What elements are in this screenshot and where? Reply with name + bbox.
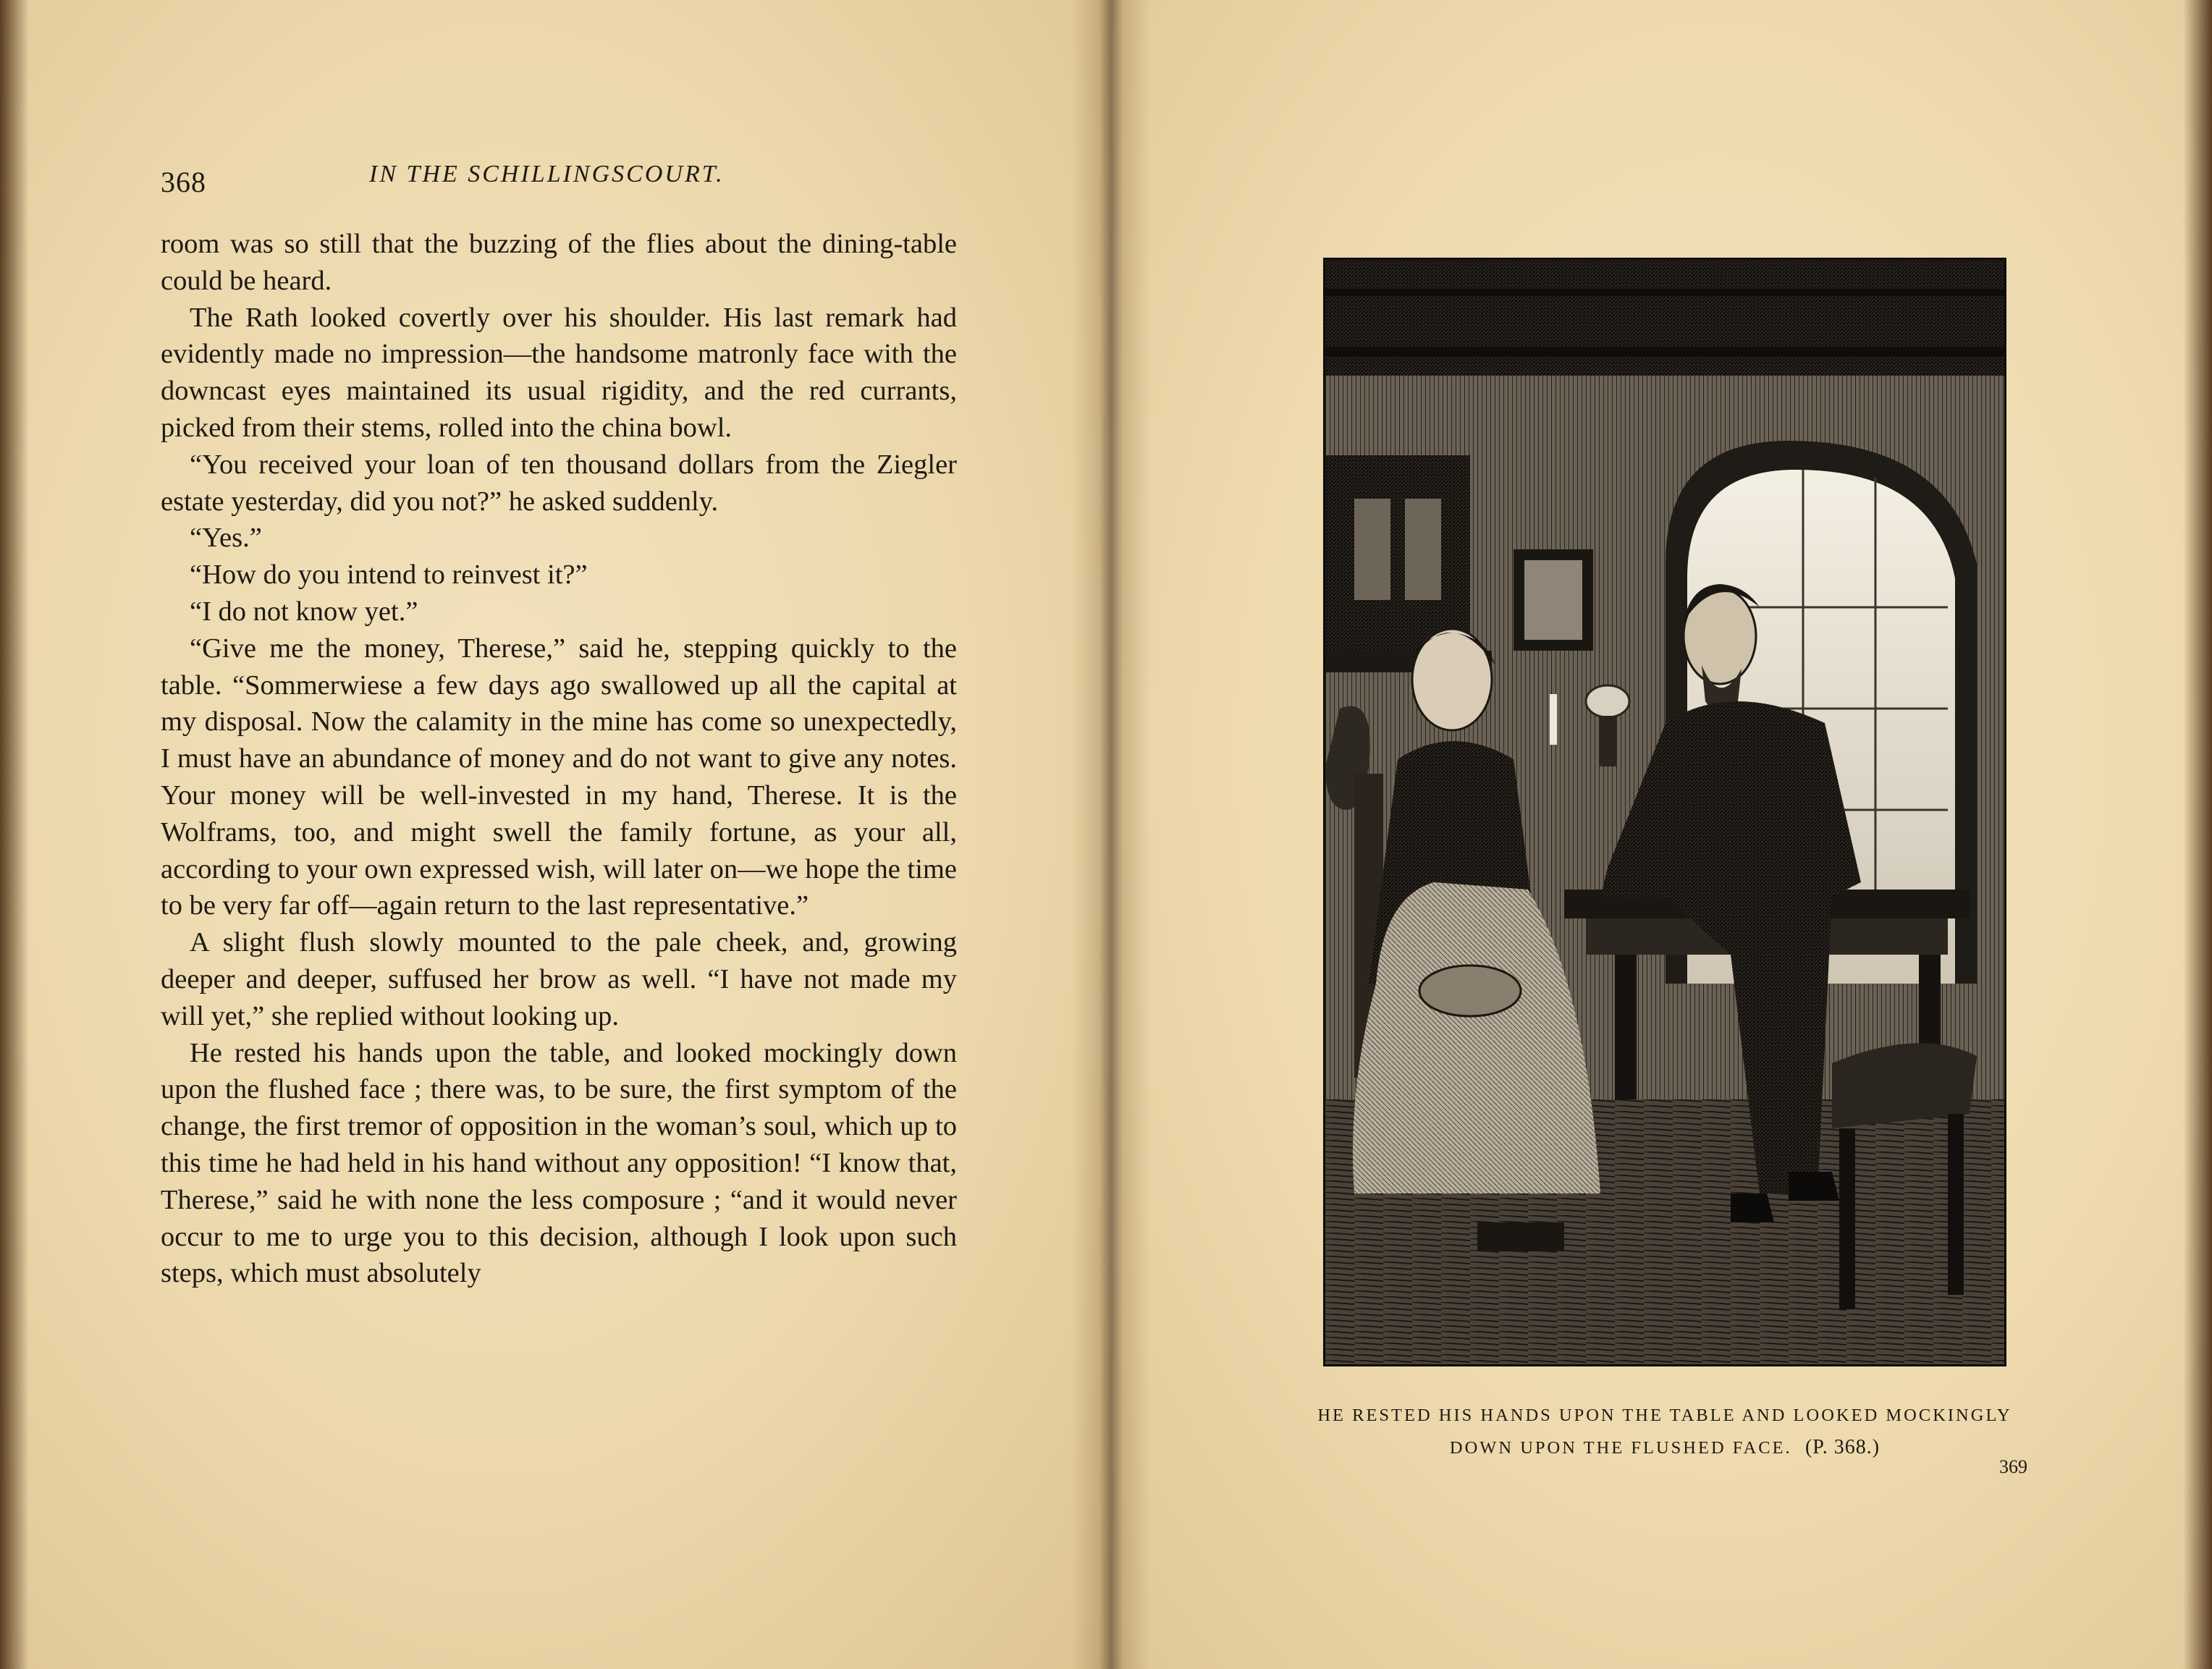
page-edge-shadow xyxy=(2183,0,2212,1669)
page-number: 368 xyxy=(161,166,206,198)
paragraph: The Rath looked covertly over his shoulder. His last remark had evidently made no impression—the handsome matronly face with the downcast eyes maintained its usual rigidity, and the red currants, picked from their stems, rolled into the china bowl. xyxy=(161,302,957,443)
paragraph: room was so still that the buzzing of the flies about the dining-table could be heard. xyxy=(161,229,957,296)
engraving-illustration xyxy=(1323,258,2006,1366)
paragraph: He rested his hands upon the table, and looked mockingly down upon the flushed face ; there was, to be sure, the first symptom of the change, the first tremor of opposition in the woman’s soul, which up to this time he had held in his hand without any opposition! “I know that, Therese,” said he with none the less composure ; “and it would never occur to me to urge you to this decision, although I look upon such steps, which must absolutely xyxy=(161,1037,957,1289)
bowl xyxy=(1419,966,1521,1016)
paragraph: “Yes.” xyxy=(190,523,262,554)
paragraph: A slight flush slowly mounted to the pale cheek, and, growing deeper and deeper, suffused her brow as well. “I have not made my will yet,” she replied without looking up. xyxy=(161,927,957,1031)
body-text xyxy=(161,226,957,1292)
running-head-title: IN THE SCHILLINGSCOURT. xyxy=(369,161,725,187)
page-edge-shadow xyxy=(0,0,29,1669)
paragraph: “How do you intend to reinvest it?” xyxy=(190,559,588,591)
illustration-caption xyxy=(1274,1400,2056,1464)
ceiling xyxy=(1325,260,2004,376)
cupboard xyxy=(1325,455,1470,658)
page-number: 369 xyxy=(1999,1456,2027,1477)
paragraph: “I do not know yet.” xyxy=(190,596,418,627)
book-gutter xyxy=(1071,0,1151,1669)
engraving-scene xyxy=(1325,260,2004,1364)
candle xyxy=(1550,694,1557,745)
caption-line: HE RESTED HIS HANDS UPON THE TABLE AND LOOKED MOCKINGLY xyxy=(1317,1406,2012,1425)
caption-line-2 xyxy=(1274,1432,2056,1464)
paragraph: “You received your loan of ten thousand dollars from the Ziegler estate yesterday, did you not?” he asked suddenly. xyxy=(161,449,957,517)
caption-line-text: DOWN UPON THE FLUSHED FACE. xyxy=(1449,1438,1792,1458)
footstool xyxy=(1477,1222,1564,1251)
paragraph: “Give me the money, Therese,” said he, stepping quickly to the table. “Sommerwiese a few days ago swallowed up all the capital at my disposal. Now the calamity in the mine has come so unexpectedly, I must have an abundance of money and do not want to give any notes. Your money will be well-invested in my hand, Therese. It is the Wolframs, too, and might swell the family fortune, as your all, according to your own expressed wish, will later on—we hope the time to be very far off—again return to the last representative.” xyxy=(161,633,957,921)
caption-page-reference: (P. 368.) xyxy=(1804,1436,1880,1458)
oil-lamp xyxy=(1586,685,1629,717)
